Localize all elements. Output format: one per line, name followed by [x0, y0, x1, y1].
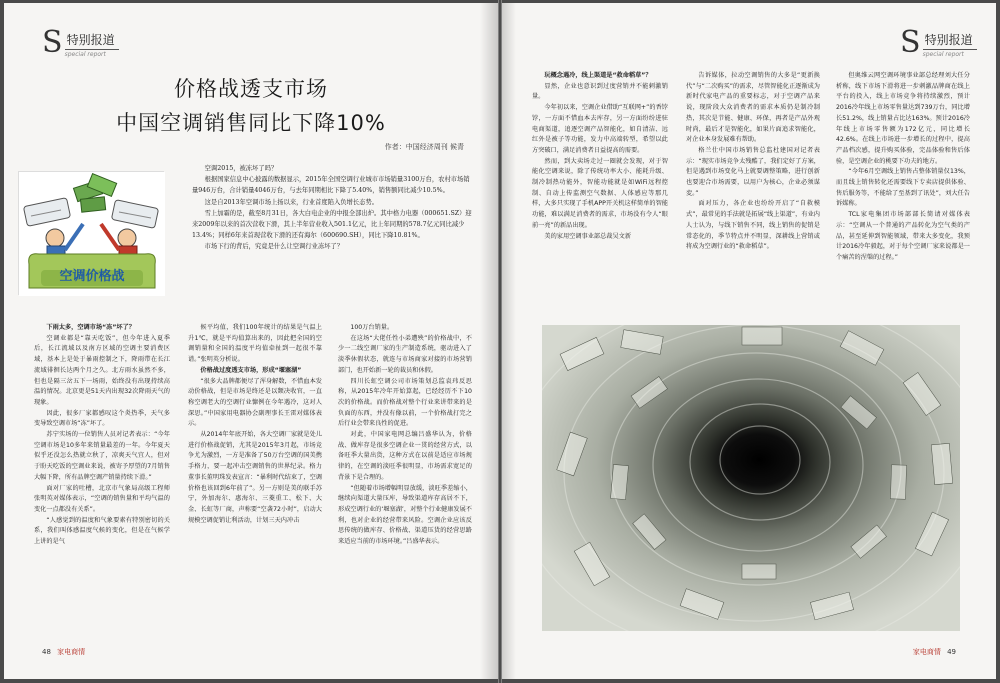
page-footer [42, 647, 85, 657]
paragraph: 因此，很多厂家都感叹这个炎热季，天气多变导致空调市场“冻”坏了。 [34, 409, 170, 428]
paragraph: TCL家电集团市场部部长简请对媒体表示：“空调从一个普通的产品转化为空气类的产品，甚至延伸到智能领域，带来大多变化，我预计2016冷年毅起，对于每个空调厂家来说都是一个痛苦的涅槃的过程。” [836, 211, 970, 261]
paragraph: 100万台销量。 [350, 324, 394, 331]
paragraph: 美的家用空调事业部总裁吴文新 [544, 232, 632, 240]
byline: 作者：中国经济周刊 候青 [384, 143, 464, 151]
paragraph: 苏宁实场的一位销售人员对记者表示：“今年空调市场是10多年来销量最差的一年。今年夏天似乎还没怎么热就立秋了，凉爽天气宜人，但对于盼天吃饭的空调业来说，被寄予厚望的7月销售大幅下降，所有品牌空调产销量持续下滑。” [34, 431, 170, 481]
section-sublabel: special report [922, 51, 964, 58]
article-column [836, 71, 970, 264]
right-page [502, 3, 996, 679]
cartoon-caption: 空调价格战 [59, 269, 125, 284]
paragraph: 今年初以来，空调企业借助“互联网+”的香饽饽，一方面不惜血本去库存，另一方面纷纷进驻电商渠道，追逐空调产品智能化，如自清洁、远红外是被子等功能，发力中高端转型，希望以此方突破口，满足消费者日益提高的需要。 [532, 104, 668, 154]
headline [4, 73, 498, 137]
paragraph: 告诉媒体，拉动空调销售的大多是“更新换代”与“二次购买”的需求，尽管智能化正逐渐成为新时代家电产品的重要标志，对于空调产品来说，现阶段大众消费者的需求本质仍是制冷制热，其次是节能、健康、环保，再者是产品外观时尚，最后才是智能化，如果片面追求智能化，对企业本身发展难有帮助。 [686, 72, 820, 144]
paragraph: 候平均值，我们100年统计的结果是气温上升1℃，就是平均值算出来的，因此把全国的空调销量和全国的温度平均值牵扯到一起很不靠谱。”张明英分析说。 [188, 324, 322, 364]
lead-paragraph: 根据国家信息中心披露的数据显示，2015年全国空调行业城市市场销量3100万台，农村市场销量946万台，合计销量4046万台，与去年同期相比下降了5.40%，销售额同比减少10.5%。 [192, 176, 470, 195]
paragraph: 对此，中国家电网总编吕盛华认为，价格战、做库存是很多空调企业一贯的经营方式，以备旺季大量出货，这种方式在以前是适应市场规律的，在空调的淡旺季很明显，市场需求宽足的背景下是合理的。 [338, 431, 472, 481]
section-label: 特别报道 [65, 29, 119, 50]
article-column [338, 323, 472, 548]
paragraph: 显然，企业也意识到过度营销并不能刺激销量。 [532, 82, 668, 101]
paragraph: “但随着市场增幅明显放缓，淡旺季差缩小，继续向渠道大量压库，导致渠道库存高居不下，形成空调行业的‘堰塞湖’，对整个行业健康发展不利，也对企业的经营带来风险。空调企业应该反思传统的做库存、价格战、渠道压货的经营思路来适应当前的市场环境。”吕盛华表示。 [338, 484, 472, 546]
money-vortex-photo [542, 325, 960, 631]
paragraph: 面对压力，各企业也纷纷开启了“自救模式”，最常见的手法就是拓展“线上渠道”，有业内人士认为，与线下销售不同，线上销售的促销是常态化的，季节特点并不明显，深耕线上营销或将成为空调行业的“救命稻草”。 [686, 200, 820, 251]
section-initial: S [42, 25, 63, 60]
paragraph: 面对厂家的吐槽，北京市气象局高级工程师张明英对媒体表示，“空调的销售量和平均气温的变化一点都没有关系”。 [34, 484, 170, 513]
paragraph: “很多大品牌都便尽了浑身解数，不惜血本发动价格战，但是市场是终还是以颓决收官，一直称空调老大的空调行业慷例在今年遇冷，这对人深思。”中国家用电器协会副理事长王雷对媒体表示。 [188, 377, 322, 428]
article-column [188, 323, 322, 526]
paragraph: 四川长虹空调公司市场策划总监袁玮反思称，从2015年冷年开始算起，已经经历不下10次的价格战。而价格战对整个行业来讲带来的是负面的东西，并没有像以前，一个价格战打完之后行业会带来良性的促进。 [338, 377, 472, 428]
section-tag [42, 25, 119, 60]
article-column [532, 71, 668, 242]
cartoon-illustration [18, 171, 164, 295]
magazine-name: 家电商情 [912, 648, 941, 656]
page-footer [913, 647, 960, 657]
lead-paragraph: 市场下行的背后，究竟是什么让空调行业冻坏了？ [204, 243, 344, 251]
subheading: 玩概念遇冷，线上渠道是“救命稻草”？ [544, 72, 652, 79]
lead-paragraph: 这是自2013年空调市场上扬以来，行业首度陷入负增长态势。 [204, 198, 379, 206]
paragraph: 空调业都是“靠天吃饭”，但今年进入夏季后，长江流域以及南方区域的空调主要消费区域，基本上是处于暴雨控制之下，降雨带在长江流域徘徊长达两个月之久。北方雨水虽然不多，但也是隔三岔五下一场雨，始终没有出现持续高温的情况。北京更是51天内出现32次降雨天气的现象。 [34, 334, 170, 406]
paragraph: “今年6月空调线上销售占整体销量仅13%，而且线上销售转化还需要线下专卖店提供体验、售后服务等，不能给了至基到了讯处”，刘大任告诉媒称。 [836, 168, 970, 208]
left-page [4, 3, 498, 679]
section-initial: S [900, 25, 921, 60]
section-tag [900, 25, 977, 60]
article-column [686, 71, 820, 253]
paragraph: 在这场“大佬任性小弟遭殃”的价格战中，不少一二线空调厂家的生产制造系统，驱动进入了淡季休假状态，就连与市场商家对接的市场营销部门，也开始新一轮的裁员和休假。 [338, 334, 472, 374]
headline-line2: 中国空调销售同比下降10% [116, 111, 386, 135]
magazine-name: 家电商情 [57, 648, 86, 656]
lead-paragraph: 空调2015，被冻坏了吗？ [204, 165, 278, 172]
page-number: 48 [42, 648, 51, 656]
paragraph: 从2014年年底开始，各大空调厂家就是处儿进行价格战促销，尤其是2015年3月起，市场竞争尤为激烈，一方是准备了50万台空调的国美携手格力，要一起冲击空调销售的世界纪录。格力董事长董明珠发表宣言：“暴利时代结束了，空调价格也该回到6年前了”。另一方则是美的联手苏宁，外加海尔、惠海尔、三菱重工、松下、大金、长虹等厂商，声称要“空袭72小时”，启动大规模空调促销让利活动，计划三天内冲击 [188, 431, 322, 524]
paragraph: “人感觉到的温度和气象要素有特别密切的关系，我们叫体感温度气候的变化，但是在气候学上讲的是气 [34, 516, 170, 546]
section-label: 特别报道 [923, 29, 977, 50]
lead-paragraphs [192, 163, 474, 253]
section-sublabel: special report [64, 51, 106, 58]
paragraph: 然而，到大卖场走过一圈就会发现，对于智能化空调来说，除了传统功率大小、能耗升级、制冷制热功能外，智能功能就是如WiFi远程控制、自动上传监测空气数据、人体感应等那几样，大多只实现了手机APP开关机这样简单的智能功能，难以满足消费者的需求，市场没有令人“眼前一亮”的新品出现。 [532, 157, 668, 229]
page-number: 49 [947, 648, 956, 656]
subheading: 价格战过度透支市场，形成“堰塞湖” [200, 366, 302, 374]
subheading: 下雨太多，空调市场“冻”坏了？ [46, 324, 135, 331]
paragraph: 但奥维云网空调环境事业部总经理刘大任分析称，线下市场下滑将进一步刺激品牌商在线上平台的投入，线上市场竞争将持续激烈，预计2016冷年线上市场零售量达到739万台，同比增长51.2%，线上销量占比达163%。预计2016冷年线上市场零售额为172亿元，同比增长42.6%。在线上市场进一步增长的过程中，提高产品档次感，提升购买体验，完品体验和售后体验，是空调企业的桃要下功夫的地方。 [836, 72, 970, 165]
article-column [34, 323, 170, 548]
headline-line1: 价格战透支市场 [174, 77, 328, 101]
paragraph: 格兰仕中国市场销售总监杜建国对记者表示：“现实市场竞争太残酷了，我们定好了方案，但是遇到市场变化马上就要调整策略，进行创新也要迎合市场需要，以用户为核心，企业必须谋変。” [686, 146, 820, 197]
lead-paragraph: 雪上加霜的是，截至8月31日，各大白电企业的中报全部出炉。其中格力电器（000651.SZ）迎来2009年以来的首次营收下滑，其上半年营业收入501.1亿元，比上年同期的578.7亿元同比减少13.4%；同样6年来首现营收下滑的还有海尔（600690.SH），同比下降10.81%。 [192, 209, 472, 240]
